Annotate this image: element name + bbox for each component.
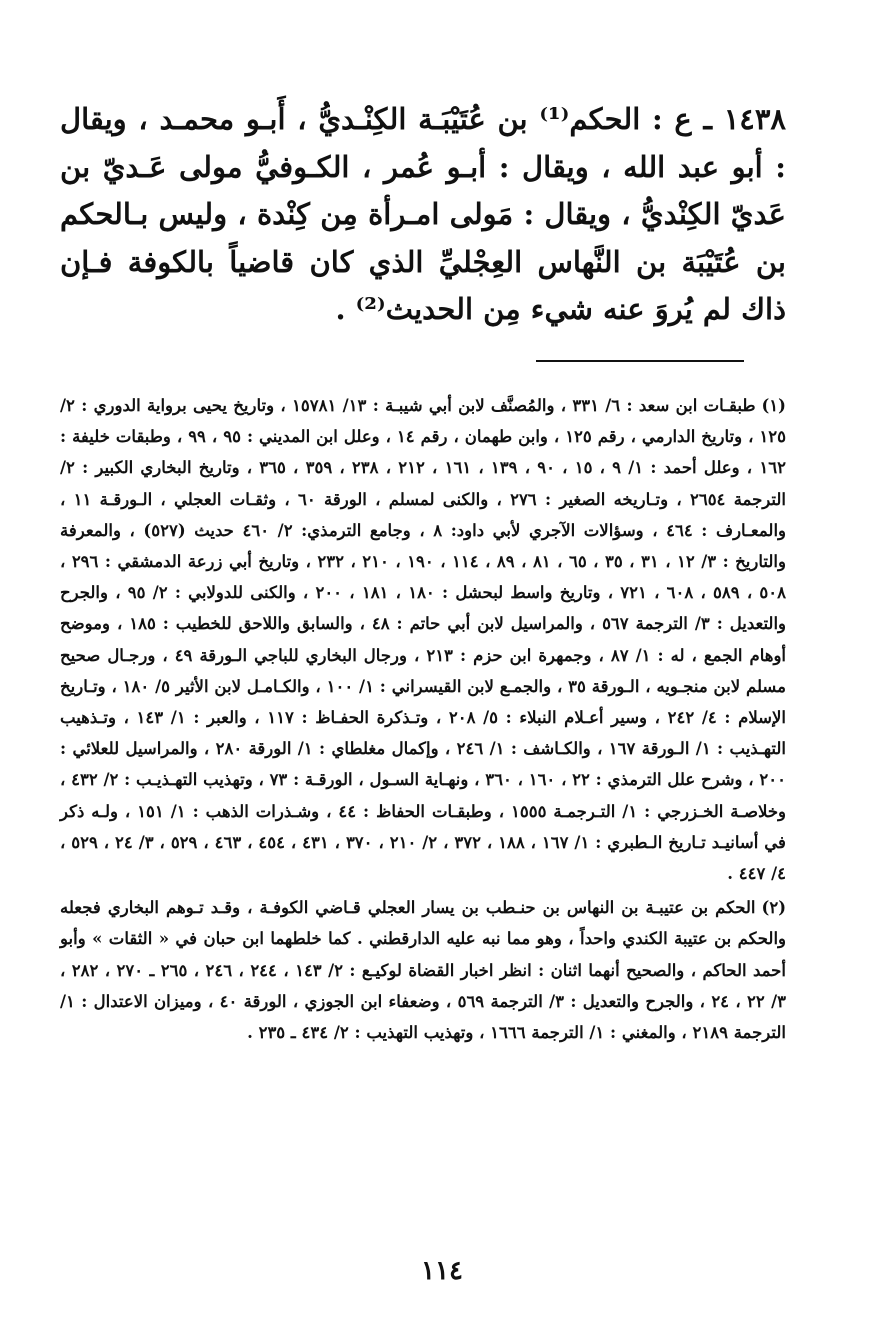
footnotes (60, 390, 786, 1048)
footnote-2 (60, 892, 786, 1048)
biography-entry (60, 96, 786, 334)
footnote-text: طبقـات ابن سعد : ٦/ ٣٣١ ، والمُصنَّف لابن أبي شيبـة : ١٣/ ١٥٧٨١ ، وتاريخ يحيى برواية الدوري : ٢/ ١٢٥ ، وتاريخ الدارمي ، رقم ١٢٥ ، وابن طهمان ، رقم ١٤ ، وعلل ابن المديني : ٩٥ ، ٩٩ ، وطبقات خليفة : ١٦٢ ، وعلل أحمد : ١/ ٩ ، ١٥ ، ٩٠ ، ١٣٩ ، ١٦١ ، ٢١٢ ، ٢٣٨ ، ٣٥٩ ، ٣٦٥ ، وتاريخ البخاري الكبير : ٢/ الترجمة ٢٦٥٤ ، وتـاريخه الصغير : ٢٧٦ ، والكنى لمسلم ، الورقة ٦٠ ، وثقـات العجلي ، الـورقـة ١١ ، والمعـارف : ٤٦٤ ، وسؤالات الآجري لأبي داود: ٨ ، وجامع الترمذي: ٢/ ٤٦٠ حديث (٥٢٧) ، والمعرفة والتاريخ : ٣/ ١٢ ، ٣١ ، ٣٥ ، ٦٥ ، ٨١ ، ٨٩ ، ١١٤ ، ١٩٠ ، ٢١٠ ، ٢٣٢ ، وتاريخ أبي زرعة الدمشقي : ٢٩٦ ، ٥٠٨ ، ٥٨٩ ، ٦٠٨ ، ٧٢١ ، وتاريخ واسط لبحشل : ١٨٠ ، ١٨١ ، ٢٠٠ ، والكنى للدولابي : ٢/ ٩٥ ، والجرح والتعديل : ٣/ الترجمة ٥٦٧ ، والمراسيل لابن أبي حاتم : ٤٨ ، والسابق واللاحق للخطيب : ١٨٥ ، وموضح أوهام الجمع ، له : ١/ ٨٧ ، وجمهرة ابن حزم : ٢١٣ ، ورجال البخاري للباجي الـورقة ٤٩ ، ورجـال صحيح مسلم لابن منجـويه ، الـورقة ٣٥ ، والجمـع لابن القيسراني : ١/ ١٠٠ ، والكـامـل لابن الأثير ٥/ ١٨٠ ، وتـاريخ الإسلام : ٤/ ٢٤٢ ، وسير أعـلام النبلاء : ٥/ ٢٠٨ ، وتـذكرة الحفـاظ : ١١٧ ، والعبر : ١/ ١٤٣ ، وتـذهيب التهـذيب : ١/ الـورقة ١٦٧ ، والكـاشف : ١/ ٢٤٦ ، وإكمال مغلطاي : ١/ الورقة ٢٨٠ ، والمراسيل للعلائي : ٢٠٠ ، وشرح علل الترمذي : ٢٢ ، ١٦٠ ، ٣٦٠ ، ونهـاية السـول ، الورقـة : ٧٣ ، وتهذيب التهـذيـب : ٢/ ٤٣٢ ، وخلاصـة الخـزرجي : ١/ التـرجمـة ١٥٥٥ ، وطبقـات الحفاظ : ٤٤ ، وشـذرات الذهب : ١/ ١٥١ ، ولـه ذكر في أسانيـد تـاريخ الـطبري : ١/ ١٦٧ ، ١٨٨ ، ٣٧٢ ، ٢/ ٢١٠ ، ٣٧٠ ، ٤٣١ ، ٤٥٤ ، ٤٦٣ ، ٥٢٩ ، ٣/ ٢٤ ، ٥٢٩ ، ٤/ ٤٤٧ . (60, 396, 787, 884)
footnote-1 (60, 390, 786, 889)
footnote-text: الحكم بن عتيبـة بن النهاس بن حنـطب بن يسار العجلي قـاضي الكوفـة ، وقـد تـوهم البخاري فجعله والحكم بن عتيبة الكندي واحداً ، وهو مما نبه عليه الدارقطني . كما خلطهما ابن حبان في « الثقات » وأبو أحمد الحاكم ، والصحيح أنهما اثنان : انظر اخبار القضاة لوكيـع : ٢/ ١٤٣ ، ٢٤٤ ، ٢٤٦ ، ٢٦٥ ـ ٢٧٠ ، ٢٨٢ ، ٣/ ٢٢ ، ٢٤ ، والجرح والتعديل : ٣/ الترجمة ٥٦٩ ، وضعفاء ابن الجوزي ، الورقة ٤٠ ، وميزان الاعتدال : ١/ الترجمة ٢١٨٩ ، والمغني : ١/ الترجمة ١٦٦٦ ، وتهذيب التهذيب : ٢/ ٤٣٤ ـ ٢٣٥ . (60, 898, 786, 1043)
footnote-number: (٢) (761, 898, 786, 918)
entry-text: ١٤٣٨ ـ ع : الحكم⁽¹⁾ بن عُتَيْبَـة الكِنْـديُّ ، أَبـو محمـد ، ويقال : أبو عبد الله ، ويقال : أبـو عُمر ، الكـوفيُّ مولى عَـديّ بن عَديّ الكِنْديُّ ، ويقال : مَولى امـرأة مِن كِنْدة ، وليس بـالحكم بن عُتَيْبَة بن النَّهاس العِجْليِّ الذي كان قاضياً بالكوفة فـإن ذاك لم يُروَ عنه شيء مِن الحديث⁽²⁾ . (60, 102, 786, 326)
footnote-separator (536, 360, 744, 362)
page-number: ١١٤ (421, 1256, 463, 1286)
footnote-number: (١) (761, 396, 786, 415)
